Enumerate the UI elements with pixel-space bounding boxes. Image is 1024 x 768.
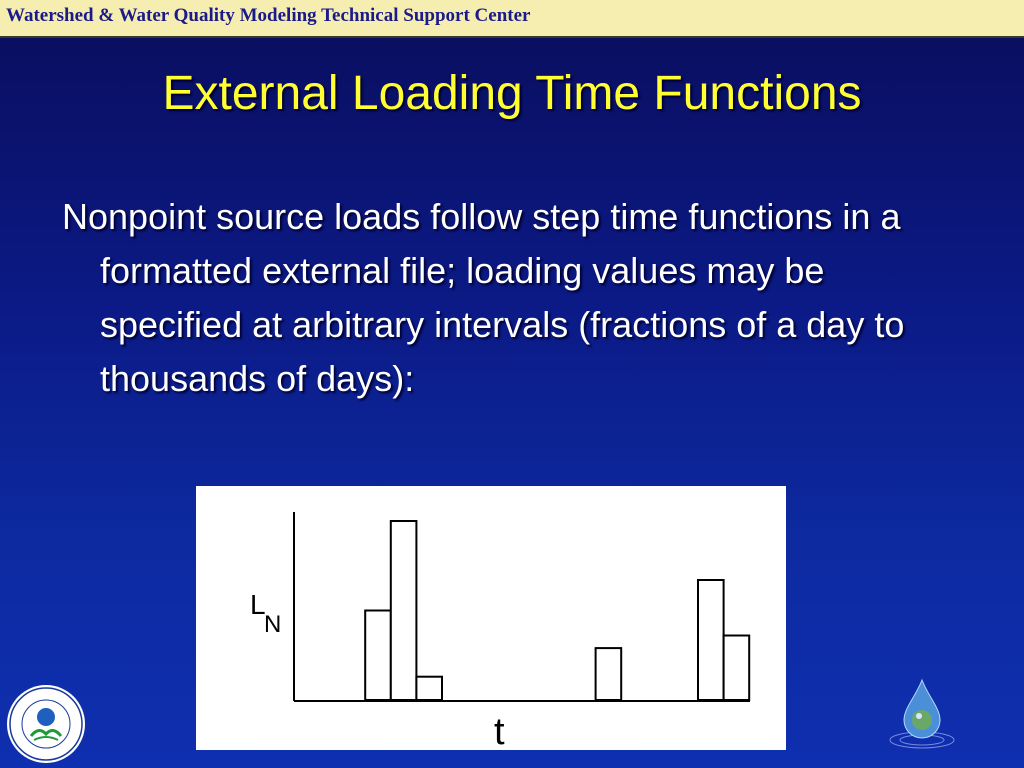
bar-5 bbox=[416, 677, 442, 700]
water-drop-globe-logo bbox=[886, 676, 958, 750]
bar-12 bbox=[596, 648, 622, 700]
bar-17 bbox=[724, 636, 750, 701]
x-axis-label: t bbox=[494, 711, 505, 750]
bars-group bbox=[365, 521, 749, 700]
bar-4 bbox=[391, 521, 417, 700]
banner-title: Watershed & Water Quality Modeling Technical Support Center bbox=[6, 5, 531, 26]
epa-seal-logo bbox=[6, 684, 86, 764]
slide-title: External Loading Time Functions bbox=[162, 67, 862, 120]
step-function-figure bbox=[196, 486, 786, 750]
y-axis-label: L bbox=[250, 589, 266, 620]
bar-3 bbox=[365, 611, 391, 701]
header-banner bbox=[0, 0, 1024, 38]
y-axis-label-subscript: N bbox=[264, 611, 282, 638]
bar-16 bbox=[698, 580, 724, 700]
step-function-chart bbox=[196, 486, 786, 750]
slide-body-text: Nonpoint source loads follow step time functions in a formatted external file; loading values may be specified at arbitrary intervals (fractions of a day to thousands of days): bbox=[62, 196, 905, 399]
